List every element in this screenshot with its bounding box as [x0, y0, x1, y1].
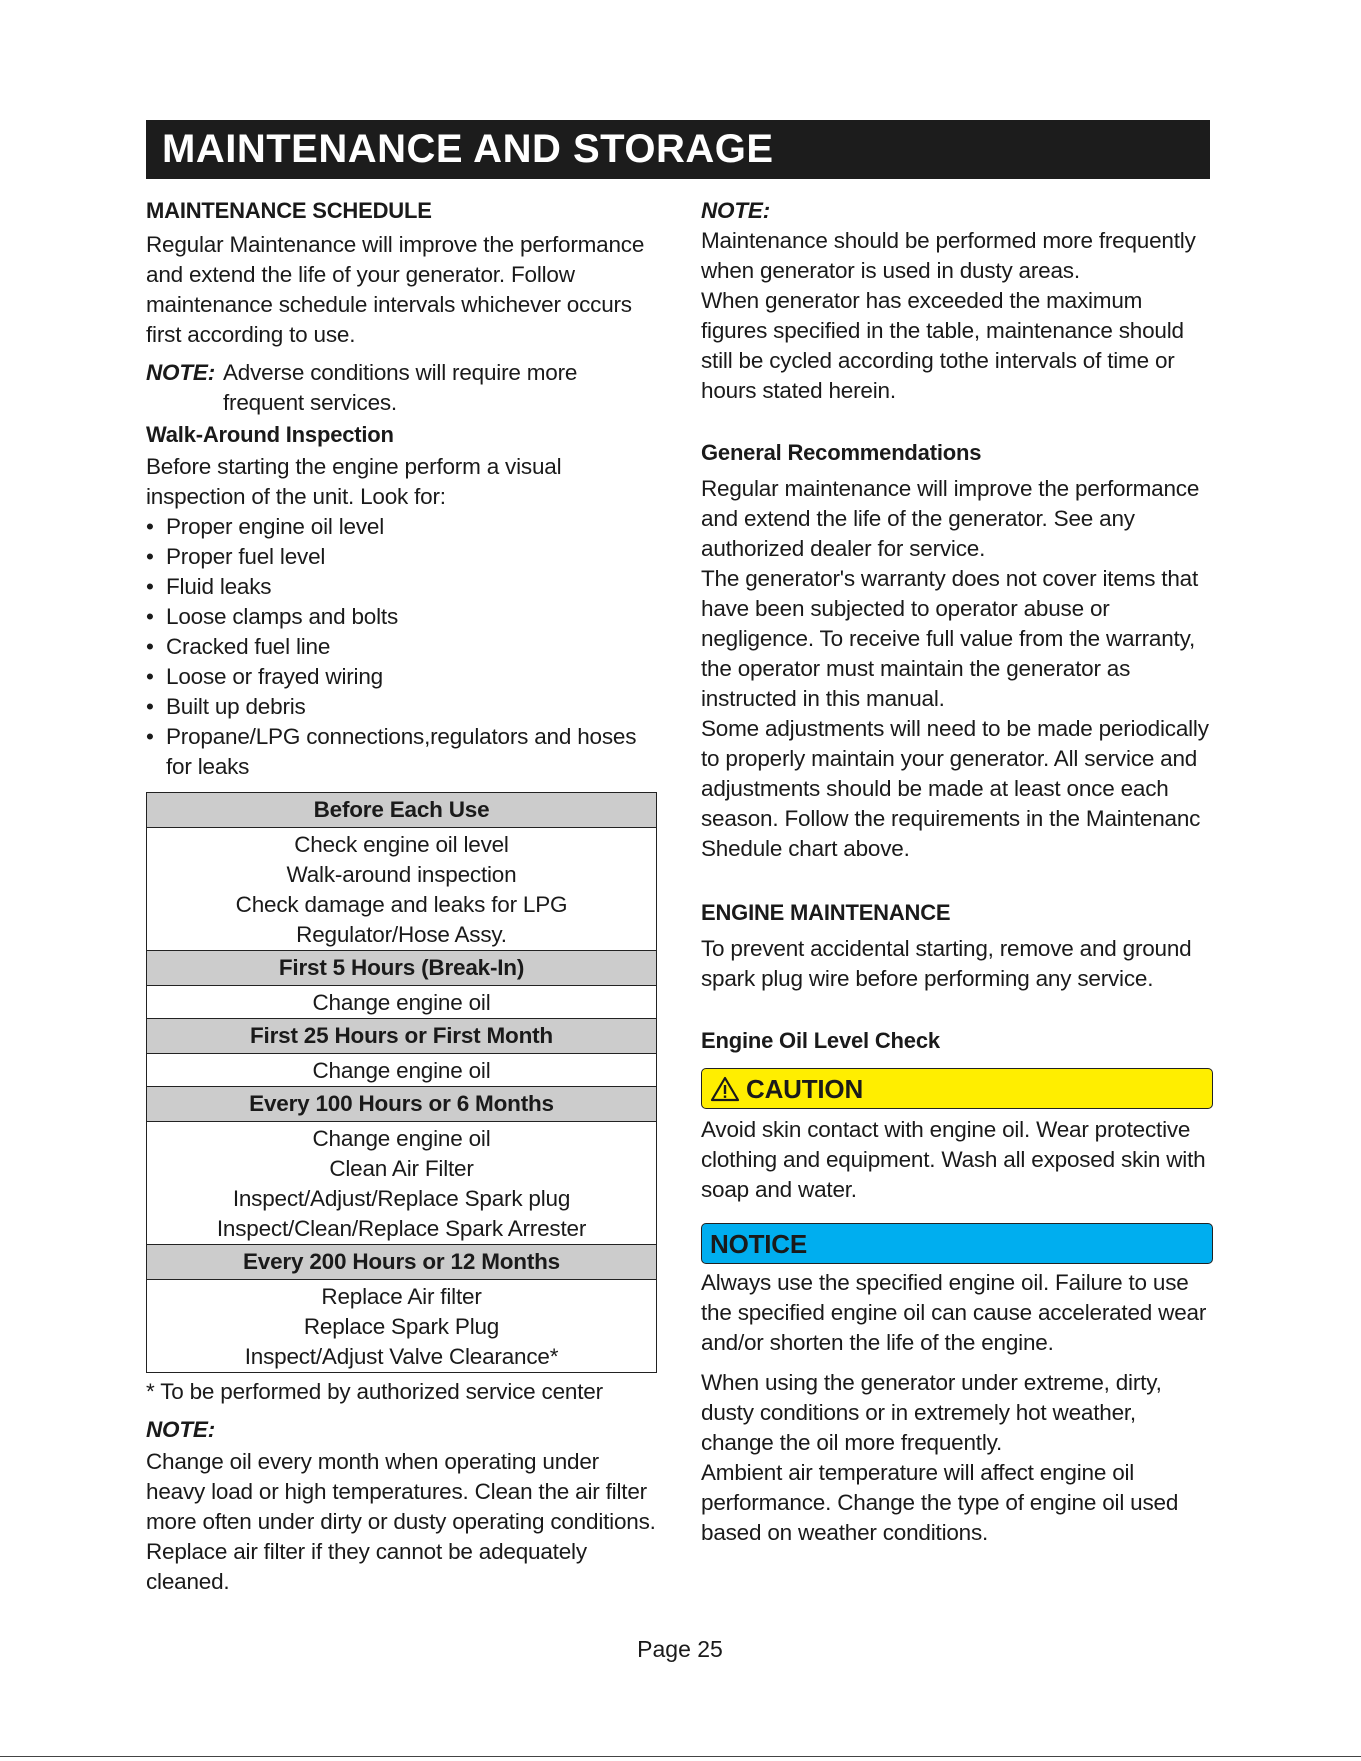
- page-number: Page 25: [637, 1636, 723, 1662]
- table-footnote: * To be performed by authorized service center: [146, 1379, 603, 1404]
- notice-banner: [701, 1223, 1213, 1264]
- note-text: Adverse conditions will require more frequent services.: [223, 360, 578, 415]
- left-column: [146, 196, 656, 1597]
- engine-maintenance-text: To prevent accidental starting, remove and ground spark plug wire before performing any service.: [701, 936, 1192, 991]
- notice-label: NOTICE: [710, 1228, 808, 1259]
- caution-label: CAUTION: [746, 1073, 864, 1104]
- adverse-note: [146, 358, 656, 418]
- schedule-task: Change engine oil: [312, 1058, 491, 1083]
- schedule-interval-header: Every 200 Hours or 12 Months: [147, 1245, 656, 1280]
- warning-triangle-icon: [710, 1076, 740, 1102]
- oil-change-note: Change oil every month when operating under heavy load or high temperatures. Clean the air filter more often under dirty or dusty operating conditions. Replace air filter if they cannot be adequately cleaned.: [146, 1449, 656, 1594]
- oil-level-check-heading: Engine Oil Level Check: [701, 1028, 940, 1053]
- schedule-task: Change engine oil: [312, 1126, 491, 1151]
- schedule-interval-tasks: [147, 1054, 656, 1087]
- walk-around-item: • Loose or frayed wiring: [146, 662, 656, 692]
- schedule-task: Change engine oil: [312, 990, 491, 1015]
- walk-around-item: • Fluid leaks: [146, 572, 656, 602]
- schedule-task: Check engine oil level: [294, 832, 509, 857]
- caution-banner: [701, 1068, 1213, 1109]
- note-label: NOTE:: [146, 1417, 215, 1442]
- general-p2: The generator's warranty does not cover items that have been subjected to operator abuse or negligence. To receive full value from the warranty, the operator must maintain the generator as instructed in this manual.: [701, 566, 1199, 711]
- caution-text: Avoid skin contact with engine oil. Wear protective clothing and equipment. Wash all exposed skin with soap and water.: [701, 1117, 1206, 1202]
- walk-around-intro: Before starting the engine perform a visual inspection of the unit. Look for:: [146, 454, 562, 509]
- page-title: MAINTENANCE AND STORAGE: [146, 120, 1210, 179]
- schedule-task: Replace Spark Plug: [303, 1314, 500, 1339]
- schedule-task: Inspect/Adjust Valve Clearance*: [244, 1344, 559, 1369]
- general-p3: Some adjustments will need to be made periodically to properly maintain your generator. All service and adjustments should be made at least once each season. Follow the requirements in the Maintenanc Shedule chart above.: [701, 716, 1209, 861]
- walk-around-item: • Loose clamps and bolts: [146, 602, 656, 632]
- note-label: NOTE:: [146, 360, 215, 385]
- walk-around-item: • Cracked fuel line: [146, 632, 656, 662]
- general-recommendations-heading: General Recommendations: [701, 440, 982, 465]
- schedule-interval-header: First 25 Hours or First Month: [147, 1019, 656, 1054]
- schedule-interval-tasks: [147, 828, 656, 951]
- walk-around-item: • Built up debris: [146, 692, 656, 722]
- maintenance-schedule-table: [146, 792, 657, 1373]
- schedule-interval-header: Before Each Use: [147, 793, 656, 828]
- schedule-interval-header: Every 100 Hours or 6 Months: [147, 1087, 656, 1122]
- exceeded-note: When generator has exceeded the maximum figures specified in the table, maintenance should still be cycled according tothe intervals of time or hours stated herein.: [701, 288, 1184, 403]
- note-label: NOTE:: [701, 198, 770, 223]
- schedule-task: Clean Air Filter: [329, 1156, 474, 1181]
- extreme-conditions-text: When using the generator under extreme, dirty, dusty conditions or in extremely hot weather, change the oil more frequently.: [701, 1370, 1162, 1455]
- schedule-task: Regulator/Hose Assy.: [296, 922, 507, 947]
- engine-maintenance-heading: ENGINE MAINTENANCE: [701, 900, 951, 925]
- notice-text: Always use the specified engine oil. Failure to use the specified engine oil can cause accelerated wear and/or shorten the life of the engine.: [701, 1270, 1207, 1355]
- walk-around-heading: Walk-Around Inspection: [146, 422, 394, 447]
- page-bottom-rule: [0, 1756, 1361, 1757]
- schedule-task: Walk-around inspection: [286, 862, 517, 887]
- dusty-note: Maintenance should be performed more frequently when generator is used in dusty areas.: [701, 228, 1196, 283]
- schedule-task: Replace Air filter: [321, 1284, 482, 1309]
- maintenance-schedule-heading: MAINTENANCE SCHEDULE: [146, 198, 432, 223]
- general-p1: Regular maintenance will improve the performance and extend the life of the generator. See any authorized dealer for service.: [701, 476, 1200, 561]
- walk-around-list: [146, 512, 656, 782]
- schedule-interval-tasks: [147, 1122, 656, 1245]
- walk-around-item: • Propane/LPG connections,regulators and hoses for leaks: [146, 722, 656, 782]
- ambient-temperature-text: Ambient air temperature will affect engine oil performance. Change the type of engine oil used based on weather conditions.: [701, 1460, 1179, 1545]
- schedule-task: Inspect/Adjust/Replace Spark plug: [232, 1186, 571, 1211]
- right-column: [701, 196, 1213, 1548]
- schedule-task: Inspect/Clean/Replace Spark Arrester: [216, 1216, 587, 1241]
- walk-around-item: • Proper fuel level: [146, 542, 656, 572]
- schedule-interval-tasks: [147, 986, 656, 1019]
- walk-around-item: • Proper engine oil level: [146, 512, 656, 542]
- schedule-intro: Regular Maintenance will improve the performance and extend the life of your generator. Follow maintenance schedule intervals whichever occurs first according to use.: [146, 232, 645, 347]
- schedule-task: Check damage and leaks for LPG: [235, 892, 568, 917]
- schedule-interval-tasks: [147, 1280, 656, 1372]
- schedule-interval-header: First 5 Hours (Break-In): [147, 951, 656, 986]
